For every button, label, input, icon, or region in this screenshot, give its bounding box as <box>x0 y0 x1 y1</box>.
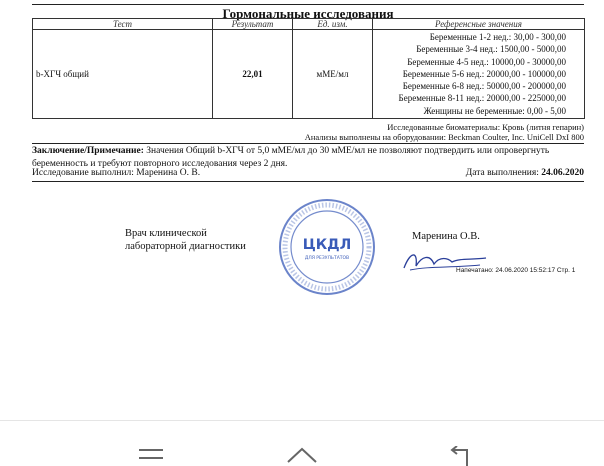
conclusion-block <box>32 143 584 171</box>
reference-value: Беременные 6-8 нед.: 50000,00 - 200000,00 <box>402 81 566 92</box>
doctor-role <box>125 227 246 253</box>
performed-date-block <box>466 168 584 178</box>
biomaterial-note: Исследованные биоматериалы: Кровь (литня гепарин) <box>387 122 584 132</box>
reference-cell <box>373 30 585 119</box>
column-header-reference: Референсные значения <box>373 19 585 30</box>
unit-cell: мМЕ/мл <box>293 30 373 119</box>
performed-date-label: Дата выполнения: <box>465 168 539 178</box>
conclusion-label: Заключение/Примечание: <box>32 146 144 156</box>
reference-value: Беременные 5-6 нед.: 20000,00 - 100000,00 <box>402 68 566 79</box>
performed-by: Исследование выполнил: Маренина О. В. <box>32 168 201 178</box>
results-table <box>32 18 585 119</box>
column-header-result: Результат <box>213 19 293 30</box>
system-navigation-bar <box>0 420 604 466</box>
stamp-center-text: ЦКДЛ <box>302 237 352 253</box>
reference-value: Беременные 8-11 нед.: 20000,00 - 225000,00 <box>398 93 566 104</box>
result-cell: 22,01 <box>213 30 293 119</box>
reference-value: Женщины не беременные: 0,00 - 5,00 <box>423 105 566 116</box>
column-header-unit: Ед. изм. <box>293 19 373 30</box>
reference-value: Беременные 4-5 нед.: 10000,00 - 30000,00 <box>407 56 566 67</box>
printed-timestamp: Напечатано: 24.06.2020 15:52:17 Стр. 1 <box>456 267 576 274</box>
column-header-test: Тест <box>33 19 213 30</box>
test-name-cell: b-ХГЧ общий <box>33 30 213 119</box>
table-row <box>33 30 585 119</box>
menu-icon[interactable] <box>137 446 165 466</box>
report-title: Гормональные исследования <box>32 4 584 22</box>
performed-date: 24.06.2020 <box>541 168 584 178</box>
table-header-row <box>33 19 585 30</box>
conclusion-text: Значения Общий b-ХГЧ от 5,0 мМЕ/мл до 30 мМЕ/мл не позволяют подтвердить или опровергнуть беременность и требуют повторного исследования через 2 дня. <box>32 146 550 169</box>
back-icon[interactable] <box>443 446 473 466</box>
stamp-sub-text: ДЛЯ РЕЗУЛЬТАТОВ <box>304 256 350 261</box>
performed-line <box>32 168 584 182</box>
doctor-role-line: Врач клинической <box>125 228 207 239</box>
lab-stamp <box>277 197 377 297</box>
equipment-note: Анализы выполнены на оборудовании: Beckman Coulter, Inc. UniCell DxI 800 <box>304 132 584 142</box>
home-icon[interactable] <box>285 446 319 466</box>
doctor-name: Маренина О.В. <box>412 231 480 242</box>
reference-value: Беременные 3-4 нед.: 1500,00 - 5000,00 <box>416 44 566 55</box>
reference-value: Беременные 1-2 нед.: 30,00 - 300,00 <box>429 32 566 42</box>
doctor-role-line: лабораторной диагностики <box>125 241 246 252</box>
